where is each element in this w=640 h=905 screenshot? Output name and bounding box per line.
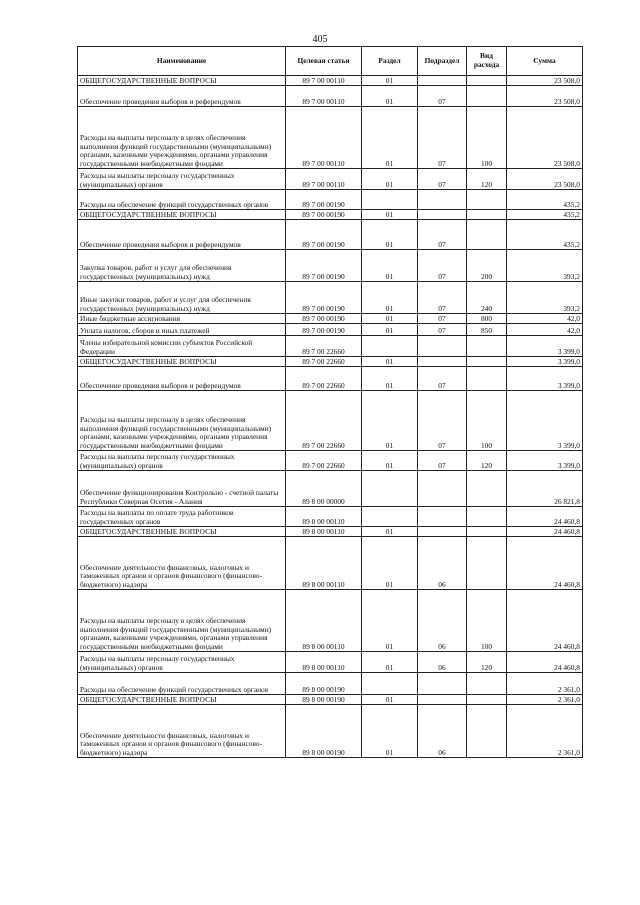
row-sum-cell: 3 399,0: [507, 367, 583, 391]
row-target-code-cell: 89 7 00 22660: [286, 357, 362, 367]
row-subsection-cell: 06: [418, 652, 467, 673]
row-subsection-cell: 07: [418, 169, 467, 190]
row-target-code-cell: 89 8 00 00110: [286, 537, 362, 590]
row-subsection-cell: [418, 695, 467, 705]
row-subsection-cell: [418, 210, 467, 220]
row-subsection-cell: [418, 76, 467, 86]
table-row: [78, 324, 583, 336]
row-target-code-cell: 89 7 00 22660: [286, 367, 362, 391]
row-name-cell: Обеспечение проведения выборов и референдумов: [78, 367, 286, 391]
row-subsection-cell: [418, 336, 467, 357]
row-section-cell: 01: [362, 314, 418, 324]
row-target-code-cell: 89 7 00 00190: [286, 220, 362, 250]
table-row: [78, 507, 583, 527]
table-row: [78, 314, 583, 324]
row-target-code-cell: 89 8 00 00190: [286, 673, 362, 695]
row-target-code-cell: 89 8 00 00000: [286, 471, 362, 507]
row-sum-cell: 24 460,8: [507, 507, 583, 527]
row-name-cell: ОБЩЕГОСУДАРСТВЕННЫЕ ВОПРОСЫ: [78, 695, 286, 705]
row-sum-cell: 435,2: [507, 220, 583, 250]
row-subsection-cell: 06: [418, 537, 467, 590]
row-sum-cell: 24 460,8: [507, 527, 583, 537]
table-row: [78, 590, 583, 652]
row-sum-cell: 3 399,0: [507, 336, 583, 357]
row-name-cell: Расходы на выплаты персоналу государственных (муниципальных) органов: [78, 169, 286, 190]
row-target-code-cell: 89 7 00 00190: [286, 210, 362, 220]
row-subsection-cell: [418, 527, 467, 537]
row-expense-kind-cell: 120: [467, 652, 507, 673]
column-header-section: Раздел: [362, 47, 418, 76]
row-subsection-cell: [418, 673, 467, 695]
table-header-row: [78, 47, 583, 76]
table-row: [78, 357, 583, 367]
table-row: [78, 471, 583, 507]
table-row: [78, 451, 583, 471]
row-target-code-cell: 89 7 00 22660: [286, 336, 362, 357]
row-target-code-cell: 89 7 00 00190: [286, 282, 362, 314]
row-section-cell: 01: [362, 367, 418, 391]
row-sum-cell: 2 361,0: [507, 695, 583, 705]
row-expense-kind-cell: [467, 336, 507, 357]
row-target-code-cell: 89 7 00 00110: [286, 76, 362, 86]
row-section-cell: 01: [362, 652, 418, 673]
row-target-code-cell: 89 7 00 00190: [286, 314, 362, 324]
row-section-cell: 01: [362, 107, 418, 169]
row-subsection-cell: [418, 507, 467, 527]
row-section-cell: 01: [362, 250, 418, 282]
row-target-code-cell: 89 7 00 00110: [286, 169, 362, 190]
row-section-cell: 01: [362, 695, 418, 705]
row-expense-kind-cell: 100: [467, 590, 507, 652]
row-subsection-cell: 07: [418, 220, 467, 250]
table-row: [78, 220, 583, 250]
row-expense-kind-cell: [467, 507, 507, 527]
row-name-cell: ОБЩЕГОСУДАРСТВЕННЫЕ ВОПРОСЫ: [78, 210, 286, 220]
row-name-cell: Расходы на обеспечение функций государственных органов: [78, 673, 286, 695]
table-row: [78, 210, 583, 220]
row-expense-kind-cell: [467, 695, 507, 705]
row-target-code-cell: 89 7 00 00190: [286, 324, 362, 336]
row-expense-kind-cell: 120: [467, 169, 507, 190]
row-subsection-cell: 07: [418, 107, 467, 169]
row-expense-kind-cell: [467, 76, 507, 86]
row-name-cell: Закупка товаров, работ и услуг для обеспечения государственных (муниципальных) нужд: [78, 250, 286, 282]
row-name-cell: Расходы на обеспечение функций государственных органов: [78, 190, 286, 210]
table-row: [78, 527, 583, 537]
row-sum-cell: 3 399,0: [507, 391, 583, 451]
table-row: [78, 336, 583, 357]
row-section-cell: 01: [362, 86, 418, 107]
row-name-cell: Иные бюджетные ассигнования: [78, 314, 286, 324]
row-sum-cell: 2 361,0: [507, 673, 583, 695]
row-sum-cell: 23 508,0: [507, 169, 583, 190]
row-expense-kind-cell: [467, 220, 507, 250]
row-expense-kind-cell: [467, 537, 507, 590]
row-expense-kind-cell: [467, 673, 507, 695]
row-sum-cell: 24 460,8: [507, 537, 583, 590]
table-row: [78, 705, 583, 758]
row-sum-cell: 393,2: [507, 282, 583, 314]
row-sum-cell: 23 508,0: [507, 76, 583, 86]
row-expense-kind-cell: [467, 527, 507, 537]
row-section-cell: [362, 336, 418, 357]
table-row: [78, 190, 583, 210]
table-row: [78, 169, 583, 190]
table-row: [78, 537, 583, 590]
row-name-cell: ОБЩЕГОСУДАРСТВЕННЫЕ ВОПРОСЫ: [78, 527, 286, 537]
row-sum-cell: 2 361,0: [507, 705, 583, 758]
row-section-cell: 01: [362, 210, 418, 220]
row-target-code-cell: 89 7 00 22660: [286, 451, 362, 471]
row-sum-cell: 3 399,0: [507, 357, 583, 367]
table-row: [78, 391, 583, 451]
table-row: [78, 652, 583, 673]
row-section-cell: 01: [362, 537, 418, 590]
row-sum-cell: 42,0: [507, 324, 583, 336]
table-row: [78, 250, 583, 282]
row-section-cell: 01: [362, 220, 418, 250]
row-subsection-cell: 07: [418, 282, 467, 314]
row-target-code-cell: 89 8 00 00110: [286, 527, 362, 537]
row-subsection-cell: 07: [418, 451, 467, 471]
column-header-target-code: Целевая статья: [286, 47, 362, 76]
row-sum-cell: 23 508,0: [507, 107, 583, 169]
row-sum-cell: 24 460,8: [507, 590, 583, 652]
row-subsection-cell: 07: [418, 86, 467, 107]
row-subsection-cell: 07: [418, 324, 467, 336]
row-name-cell: Обеспечение деятельности финансовых, налоговых и таможенных органов и органов финансового (финансово-бюджетного) надзора: [78, 705, 286, 758]
table-row: [78, 76, 583, 86]
row-subsection-cell: 07: [418, 391, 467, 451]
row-expense-kind-cell: [467, 705, 507, 758]
row-expense-kind-cell: [467, 86, 507, 107]
table-row: [78, 282, 583, 314]
row-name-cell: Расходы на выплаты персоналу в целях обеспечения выполнения функций государственными (муниципальными) органами, казенными учреждениями, органами управления государственными внебюджетными фондами: [78, 391, 286, 451]
row-sum-cell: 42,0: [507, 314, 583, 324]
row-target-code-cell: 89 7 00 00110: [286, 107, 362, 169]
row-name-cell: Обеспечение функционирования Контрольно - счетной палаты Республики Северная Осетия - Алания: [78, 471, 286, 507]
column-header-expense-kind: Вид расхода: [467, 47, 507, 76]
row-target-code-cell: 89 8 00 00190: [286, 695, 362, 705]
row-expense-kind-cell: 100: [467, 107, 507, 169]
row-section-cell: [362, 471, 418, 507]
row-subsection-cell: 06: [418, 590, 467, 652]
row-sum-cell: 435,2: [507, 210, 583, 220]
table-row: [78, 673, 583, 695]
row-target-code-cell: 89 7 00 00110: [286, 86, 362, 107]
row-section-cell: 01: [362, 324, 418, 336]
row-expense-kind-cell: 800: [467, 314, 507, 324]
row-sum-cell: 3 399,0: [507, 451, 583, 471]
row-target-code-cell: 89 7 00 22660: [286, 391, 362, 451]
row-name-cell: ОБЩЕГОСУДАРСТВЕННЫЕ ВОПРОСЫ: [78, 357, 286, 367]
row-sum-cell: 393,2: [507, 250, 583, 282]
row-name-cell: Расходы на выплаты персоналу в целях обеспечения выполнения функций государственными (муниципальными) органами, казенными учреждениями, органами управления государственными внебюджетными фондами: [78, 590, 286, 652]
row-name-cell: Расходы на выплаты персоналу государственных (муниципальных) органов: [78, 652, 286, 673]
row-name-cell: Уплата налогов, сборов и иных платежей: [78, 324, 286, 336]
row-sum-cell: 24 460,8: [507, 652, 583, 673]
row-sum-cell: 26 821,8: [507, 471, 583, 507]
table-row: [78, 107, 583, 169]
row-section-cell: 01: [362, 590, 418, 652]
row-expense-kind-cell: 200: [467, 250, 507, 282]
row-subsection-cell: 06: [418, 705, 467, 758]
row-target-code-cell: 89 8 00 00190: [286, 705, 362, 758]
row-name-cell: Обеспечение деятельности финансовых, налоговых и таможенных органов и органов финансового (финансово-бюджетного) надзора: [78, 537, 286, 590]
row-sum-cell: 435,2: [507, 190, 583, 210]
page-number: 405: [312, 34, 328, 45]
column-header-name: Наименование: [78, 47, 286, 76]
row-expense-kind-cell: [467, 210, 507, 220]
row-name-cell: Расходы на выплаты персоналу в целях обеспечения выполнения функций государственными (муниципальными) органами, казенными учреждениями, органами управления государственными внебюджетными фондами: [78, 107, 286, 169]
row-name-cell: Обеспечение проведения выборов и референдумов: [78, 86, 286, 107]
row-section-cell: 01: [362, 282, 418, 314]
row-section-cell: 01: [362, 357, 418, 367]
row-sum-cell: 23 508,0: [507, 86, 583, 107]
row-section-cell: 01: [362, 391, 418, 451]
row-section-cell: [362, 190, 418, 210]
row-target-code-cell: 89 8 00 00110: [286, 652, 362, 673]
row-section-cell: [362, 507, 418, 527]
row-subsection-cell: [418, 471, 467, 507]
row-subsection-cell: 07: [418, 314, 467, 324]
row-expense-kind-cell: [467, 357, 507, 367]
row-name-cell: Члены избирательной комиссии субъектов Российской Федерации: [78, 336, 286, 357]
row-expense-kind-cell: [467, 190, 507, 210]
budget-table: [77, 46, 583, 758]
row-target-code-cell: 89 8 00 00110: [286, 590, 362, 652]
table-body: [78, 76, 583, 758]
row-name-cell: Обеспечение проведения выборов и референдумов: [78, 220, 286, 250]
row-target-code-cell: 89 8 00 00110: [286, 507, 362, 527]
column-header-subsection: Подраздел: [418, 47, 467, 76]
row-name-cell: Расходы на выплаты персоналу государственных (муниципальных) органов: [78, 451, 286, 471]
row-section-cell: 01: [362, 76, 418, 86]
row-subsection-cell: 07: [418, 367, 467, 391]
table-row: [78, 367, 583, 391]
row-section-cell: [362, 673, 418, 695]
row-expense-kind-cell: 100: [467, 391, 507, 451]
row-expense-kind-cell: [467, 471, 507, 507]
row-section-cell: 01: [362, 527, 418, 537]
row-name-cell: Иные закупки товаров, работ и услуг для обеспечения государственных (муниципальных) нужд: [78, 282, 286, 314]
table-row: [78, 86, 583, 107]
row-name-cell: Расходы на выплаты по оплате труда работников государственных органов: [78, 507, 286, 527]
row-section-cell: 01: [362, 169, 418, 190]
row-target-code-cell: 89 7 00 00190: [286, 250, 362, 282]
row-name-cell: ОБЩЕГОСУДАРСТВЕННЫЕ ВОПРОСЫ: [78, 76, 286, 86]
column-header-sum: Сумма: [507, 47, 583, 76]
row-expense-kind-cell: [467, 367, 507, 391]
row-subsection-cell: [418, 190, 467, 210]
row-section-cell: 01: [362, 451, 418, 471]
row-subsection-cell: [418, 357, 467, 367]
row-target-code-cell: 89 7 00 00190: [286, 190, 362, 210]
row-expense-kind-cell: 850: [467, 324, 507, 336]
table-row: [78, 695, 583, 705]
row-section-cell: 01: [362, 705, 418, 758]
row-expense-kind-cell: 120: [467, 451, 507, 471]
row-subsection-cell: 07: [418, 250, 467, 282]
row-expense-kind-cell: 240: [467, 282, 507, 314]
